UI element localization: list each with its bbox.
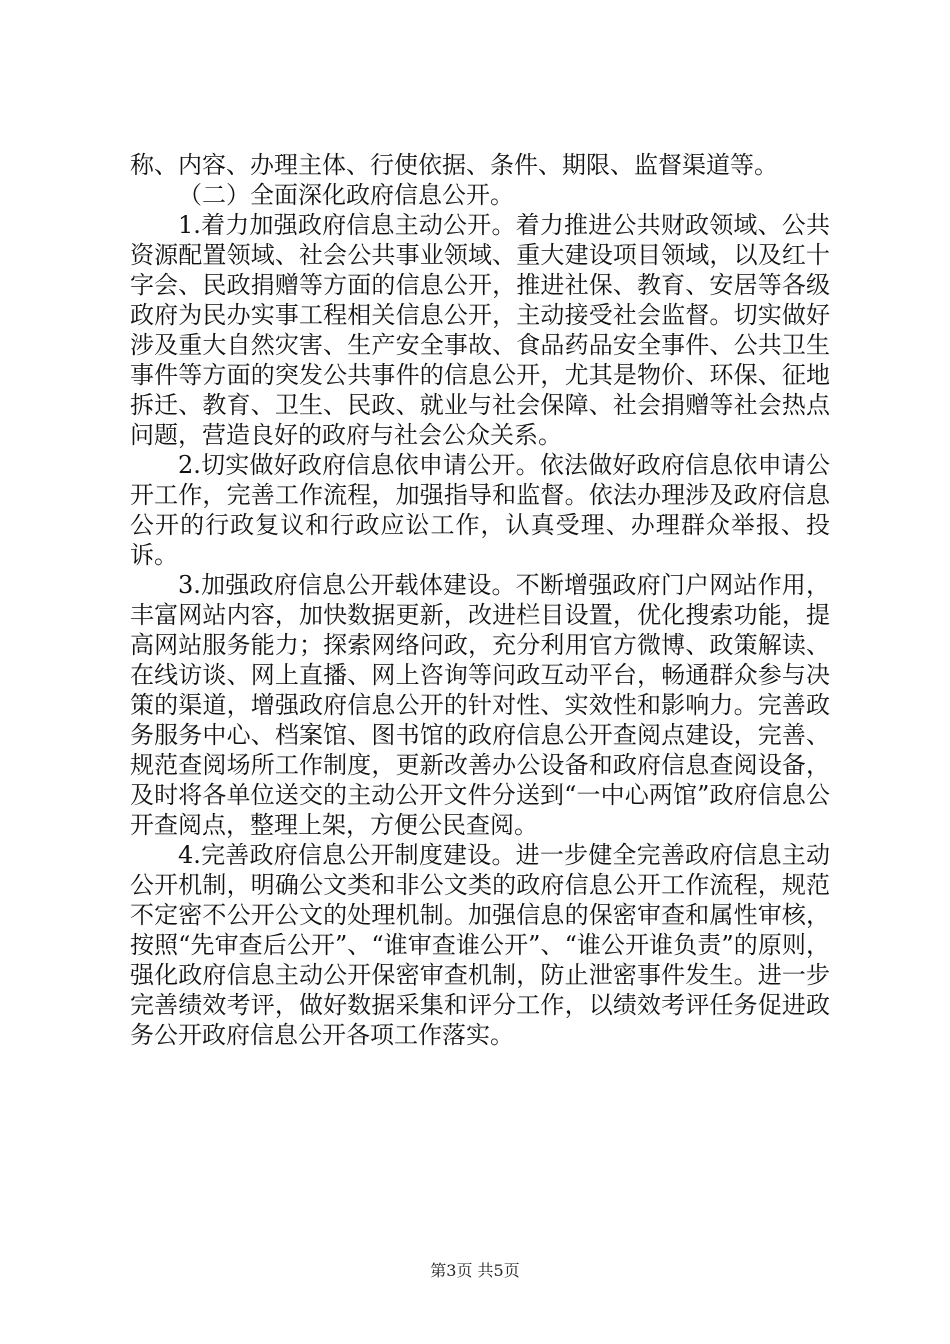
paragraph-item-4: 4.完善政府信息公开制度建设。进一步健全完善政府信息主动公开机制，明确公文类和非公文类的政府信息公开工作流程，规范不定密不公开公文的处理机制。加强信息的保密审查和属性审核，按照“先审查后公开”、“谁审查谁公开”、“谁公开谁负责”的原则，强化政府信息主动公开保密审查机制，防止泄密事件发生。进一步完善绩效考评，做好数据采集和评分工作，以绩效考评任务促进政务公开政府信息公开各项工作落实。 xyxy=(130,841,830,1049)
document-body xyxy=(130,150,830,1050)
paragraph-continuation: 称、内容、办理主体、行使依据、条件、期限、监督渠道等。 xyxy=(130,151,778,179)
paragraph-item-3: 3.加强政府信息公开载体建设。不断增强政府门户网站作用，丰富网站内容，加快数据更新，改进栏目设置，优化搜索功能，提高网站服务能力；探索网络问政，充分利用官方微博、政策解读、在线访谈、网上直播、网上咨询等问政互动平台，畅通群众参与决策的渠道，增强政府信息公开的针对性、实效性和影响力。完善政务服务中心、档案馆、图书馆的政府信息公开查阅点建设，完善、规范查阅场所工作制度，更新改善办公设备和政府信息查阅设备，及时将各单位送交的主动公开文件分送到“一中心两馆”政府信息公开查阅点，整理上架，方便公民查阅。 xyxy=(130,571,830,839)
section-heading: （二）全面深化政府信息公开。 xyxy=(178,181,514,209)
page-number-footer: 第3页 共5页 xyxy=(430,1261,520,1280)
paragraph-item-1: 1.着力加强政府信息主动公开。着力推进公共财政领域、公共资源配置领域、社会公共事业领域、重大建设项目领域，以及红十字会、民政捐赠等方面的信息公开，推进社保、教育、安居等各级政府为民办实事工程相关信息公开，主动接受社会监督。切实做好涉及重大自然灾害、生产安全事故、食品药品安全事件、公共卫生事件等方面的突发公共事件的信息公开，尤其是物价、环保、征地拆迁、教育、卫生、民政、就业与社会保障、社会捐赠等社会热点问题，营造良好的政府与社会公众关系。 xyxy=(130,211,830,449)
paragraph-item-2: 2.切实做好政府信息依申请公开。依法做好政府信息依申请公开工作，完善工作流程，加强指导和监督。依法办理涉及政府信息公开的行政复议和行政应讼工作，认真受理、办理群众举报、投诉。 xyxy=(130,451,830,569)
